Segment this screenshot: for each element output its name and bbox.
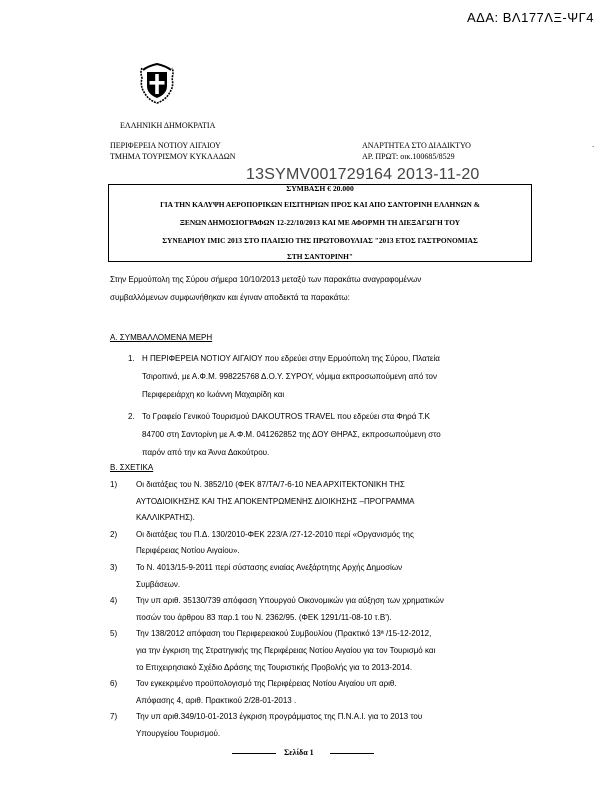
republic-label: ΕΛΛΗΝΙΚΗ ΔΗΜΟΚΡΑΤΙΑ bbox=[120, 121, 216, 130]
item-number: 1) bbox=[110, 480, 118, 489]
section-b-heading: Β. ΣΧΕΤΙΚΑ bbox=[110, 463, 154, 472]
item-number: 2) bbox=[110, 529, 118, 539]
ada-code: ΑΔΑ: ΒΛ177ΛΞ-ΨΓ4 bbox=[466, 10, 594, 25]
item-line: Οι διατάξεις του Π.Δ. 130/2010-ΦΕΚ 223/Α /27-12-2010 περί «Οργανισμός της bbox=[136, 529, 414, 539]
department-name: ΤΜΗΜΑ ΤΟΥΡΙΣΜΟΥ ΚΥΚΛΑΔΩΝ bbox=[110, 152, 236, 161]
item-number: 1. bbox=[128, 354, 135, 363]
references-list bbox=[110, 477, 490, 743]
list-item bbox=[110, 626, 490, 676]
item-number: 7) bbox=[110, 712, 118, 722]
item-line: Τον εγκεκριμένο προϋπολογισμό της Περιφέρειας Νοτίου Αιγαίου υπ αριθ. bbox=[136, 679, 397, 689]
list-item bbox=[110, 477, 490, 527]
item-number: 5) bbox=[110, 629, 118, 639]
item-line: Το Γραφείο Γενικού Τουρισμού DAKOUTROS TRAVEL που εδρεύει στα Φηρά Τ.Κ bbox=[142, 412, 430, 421]
list-item bbox=[128, 350, 508, 404]
item-line: 84700 στη Σαντορίνη με Α.Φ.Μ. 041262852 της ΔΟΥ ΘΗΡΑΣ, εκπροσωπούμενη στο bbox=[142, 430, 441, 439]
title-box bbox=[108, 184, 532, 262]
footer-rule-left bbox=[232, 753, 276, 754]
greek-emblem-icon bbox=[140, 62, 174, 104]
section-a-heading: Α. ΣΥΜΒΑΛΛΟΜΕΝΑ ΜΕΡΗ bbox=[110, 333, 213, 342]
item-line: Την 138/2012 απόφαση του Περιφερειακού Συμβουλίου (Πρακτικό 13ª /15-12-2012, bbox=[136, 629, 432, 639]
item-line: για την έγκριση της Στρατηγικής της Περιφέρειας Νοτίου Αιγαίου για τον Τουρισμό και bbox=[136, 645, 436, 655]
item-line: παρόν από την κα Άννα Δακούτρου. bbox=[142, 448, 270, 457]
item-line: το Επιχειρησιακό Σχέδιο Δράσης της Τουριστικής Προβολής για το 2013-2014. bbox=[136, 662, 413, 672]
item-line: Η ΠΕΡΙΦΕΡΕΙΑ ΝΟΤΙΟΥ ΑΙΓΑΙΟΥ που εδρεύει στην Ερμούπολη της Σύρου, Πλατεία bbox=[142, 354, 440, 363]
title-line: ΣΥΝΕΔΡΙΟΥ IMIC 2013 ΣΤΟ ΠΛΑΙΣΙΟ ΤΗΣ ΠΡΩΤΟΒΟΥΛΙΑΣ "2013 ΕΤΟΣ ΓΑΣΤΡΟΝΟΜΙΑΣ bbox=[162, 236, 478, 245]
region-name: ΠΕΡΙΦΕΡΕΙΑ ΝΟΤΙΟΥ ΑΙΓΑΙΟΥ bbox=[110, 141, 221, 150]
publish-notice: ΑΝΑΡΤΗΤΕΑ ΣΤΟ ΔΙΑΔΙΚΤΥΟ bbox=[362, 141, 471, 150]
item-line: Περιφέρειας Νοτίου Αιγαίου». bbox=[136, 546, 240, 556]
intro-line: συμβαλλόμενων συμφωνήθηκαν και έγιναν αποδεκτά τα παρακάτω: bbox=[110, 293, 350, 302]
item-line: Περιφερειάρχη κο Ιωάννη Μαχαιρίδη και bbox=[142, 390, 285, 399]
protocol-number: ΑΡ. ΠΡΩΤ: οικ.100685/8529 bbox=[362, 152, 455, 161]
contract-amount: ΣΥΜΒΑΣΗ € 20.000 bbox=[286, 184, 354, 193]
list-item bbox=[110, 709, 490, 742]
item-line: Υπουργείου Τουρισμού. bbox=[136, 728, 221, 738]
item-line: Τσιροπινά, με Α.Φ.Μ. 998225768 Δ.Ο.Υ. ΣΥΡΟΥ, νόμιμα εκπροσωπούμενη από τον bbox=[142, 372, 437, 381]
list-item bbox=[128, 408, 508, 462]
intro-paragraph bbox=[110, 271, 510, 307]
item-line: Απόφασης 4, αριθ. Πρακτικού 2/28-01-2013 . bbox=[136, 695, 297, 705]
item-number: 2. bbox=[128, 412, 135, 421]
parties-list bbox=[128, 350, 508, 466]
item-line: Την υπ αριθ.349/10-01-2013 έγκριση προγράμματος της Π.Ν.Α.Ι. για το 2013 του bbox=[136, 712, 423, 722]
item-number: 4) bbox=[110, 596, 118, 606]
list-item bbox=[110, 593, 490, 626]
item-line: Την υπ αριθ. 35130/739 απόφαση Υπουργού Οικονομικών για αύξηση των χρηματικών bbox=[136, 596, 444, 606]
stray-dot: . bbox=[592, 140, 595, 149]
list-item bbox=[110, 560, 490, 593]
list-item bbox=[110, 676, 490, 709]
title-line: ΞΕΝΩΝ ΔΗΜΟΣΙΟΓΡΑΦΩΝ 12-22/10/2013 ΚΑΙ ΜΕ ΑΦΟΡΜΗ ΤΗ ΔΙΕΞΑΓΩΓΗ ΤΟΥ bbox=[179, 218, 461, 227]
title-line: ΓΙΑ ΤΗΝ ΚΑΛΥΨΗ ΑΕΡΟΠΟΡΙΚΩΝ ΕΙΣΙΤΗΡΙΩΝ ΠΡΟΣ ΚΑΙ ΑΠΟ ΣΑΝΤΟΡΙΝΗ ΕΛΛΗΝΩΝ & bbox=[160, 200, 480, 209]
publication-block bbox=[362, 140, 471, 162]
item-line: ΑΥΤΟΔΙΟΙΚΗΣΗΣ ΚΑΙ ΤΗΣ ΑΠΟΚΕΝΤΡΩΜΕΝΗΣ ΔΙΟΙΚΗΣΗΣ –ΠΡΟΓΡΑΜΜΑ bbox=[136, 496, 415, 506]
intro-line: Στην Ερμούπολη της Σύρου σήμερα 10/10/2013 μεταξύ των παρακάτω αναγραφομένων bbox=[110, 275, 422, 284]
item-line: Οι διατάξεις του Ν. 3852/10 (ΦΕΚ 87/ΤΑ/7-6-10 ΝΕΑ ΑΡΧΙΤΕΚΤΟΝΙΚΗ ΤΗΣ bbox=[136, 480, 405, 489]
page-number: Σελίδα 1 bbox=[284, 748, 314, 757]
list-item bbox=[110, 527, 490, 560]
item-number: 3) bbox=[110, 562, 118, 572]
item-line: ΚΑΛΛΙΚΡΑΤΗΣ). bbox=[136, 513, 195, 523]
item-number: 6) bbox=[110, 679, 118, 689]
item-line: Συμβάσεων. bbox=[136, 579, 181, 589]
footer-rule-right bbox=[330, 753, 374, 754]
item-line: Το Ν. 4013/15-9-2011 περί σύστασης ενιαίας Ανεξάρτητης Αρχής Δημοσίων bbox=[136, 562, 403, 572]
issuer-block bbox=[110, 140, 236, 162]
item-line: ποσών του άρθρου 83 παρ.1 του Ν. 2362/95. (ΦΕΚ 1291/11-08-10 τ.Β'). bbox=[136, 612, 392, 622]
title-line: ΣΤΗ ΣΑΝΤΟΡΙΝΗ" bbox=[287, 252, 353, 261]
contract-code: 13SYMV001729164 2013-11-20 bbox=[246, 166, 480, 183]
